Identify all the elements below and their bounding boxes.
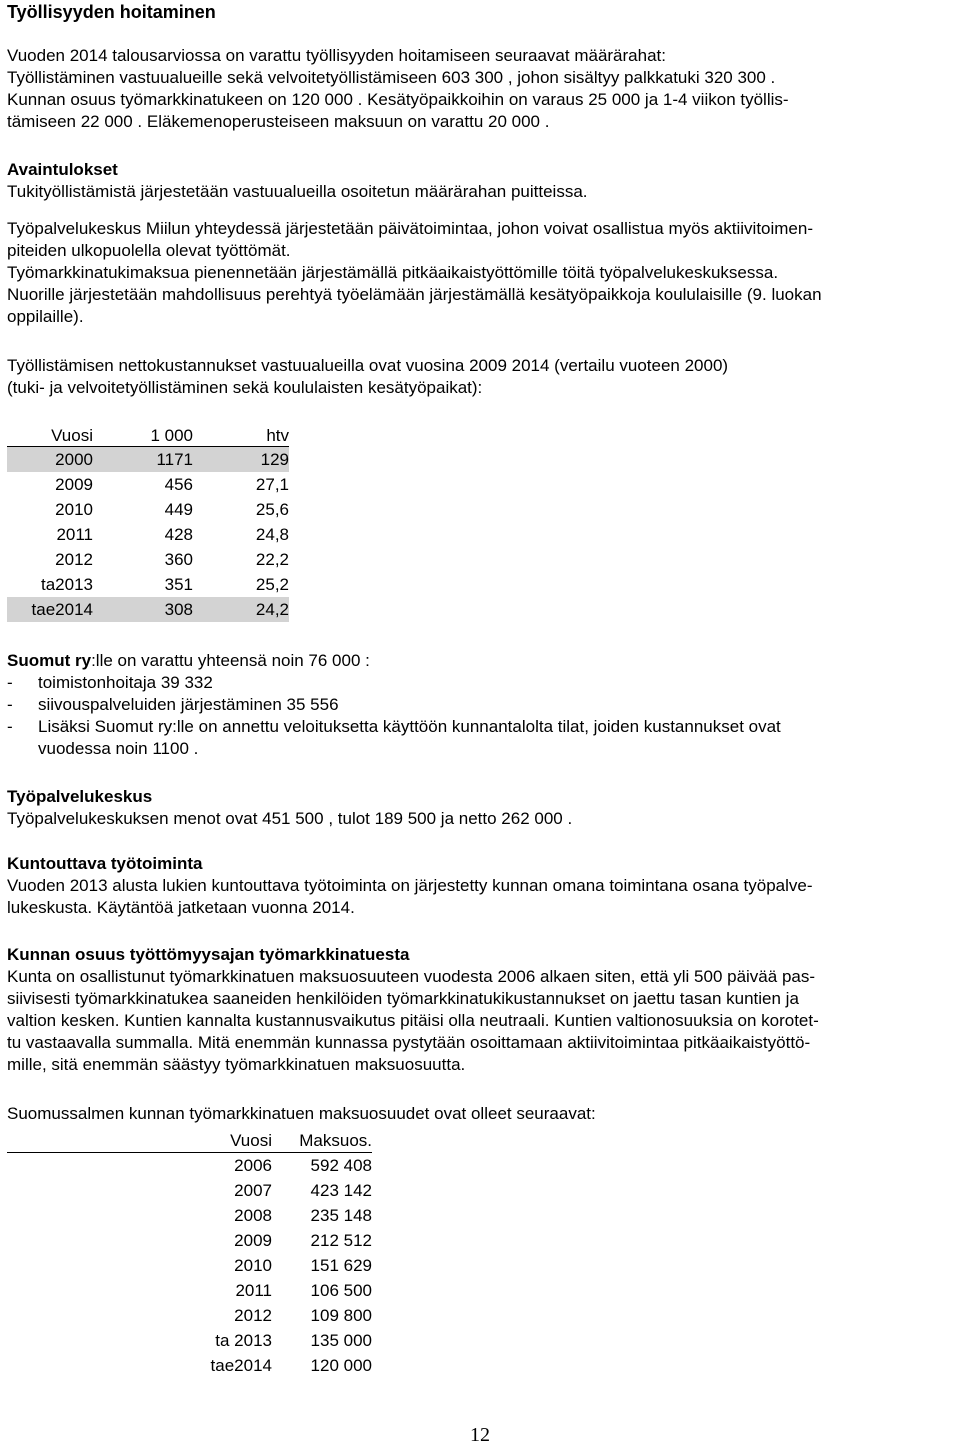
table-row (7, 1228, 372, 1253)
section-title: Kunnan osuus työttömyysajan työmarkkinatuesta (7, 945, 410, 964)
cell-htv: 25,6 (255, 499, 289, 519)
suomut-name: Suomut ry (7, 651, 92, 670)
suomut-intro-rest: :lle on varattu yhteensä noin 76 000 : (91, 651, 370, 670)
net-cost-line: Työllistämisen nettokustannukset vastuualueilla ovat vuosina 2009 2014 (vertailu vuoteen 2000) (7, 356, 729, 375)
kuntouttava-section (7, 853, 960, 919)
column-header-year: Vuosi (7, 1130, 272, 1153)
cell-htv: 24,2 (193, 597, 289, 622)
table-row (7, 1328, 372, 1353)
column-header-year: Vuosi (7, 426, 93, 447)
table-row (7, 1253, 372, 1278)
paragraph-line: Nuorille järjestetään mahdollisuus perehtyä työelämään järjestämällä kesätyöpaikkoja koululaisille (9. luokan (7, 285, 822, 304)
table-row (7, 447, 289, 473)
intro-line: Kunnan osuus työmarkkinatukeen on 120 000 . Kesätyöpaikkoihin on varaus 25 000 ja 1-4 viikon työllis- (7, 90, 789, 109)
employment-cost-table (7, 426, 289, 622)
cell-payment: 151 629 (310, 1255, 372, 1275)
net-cost-intro (7, 355, 960, 399)
net-cost-line: (tuki- ja velvoitetyöllistäminen sekä koululaisten kesätyöpaikat): (7, 378, 483, 397)
cell-payment: 235 148 (310, 1205, 372, 1225)
table-row (7, 1353, 372, 1378)
table-row (7, 497, 289, 522)
cell-payment: 109 800 (310, 1305, 372, 1325)
intro-line: tämiseen 22 000 . Eläkemenoperusteiseen maksuun on varattu 20 000 . (7, 112, 550, 131)
cell-year: tae2014 (7, 597, 93, 622)
page-title: Työllisyyden hoitaminen (7, 2, 216, 22)
cell-payment: 212 512 (310, 1230, 372, 1250)
page-number: 12 (470, 1424, 490, 1446)
cell-payment: 423 142 (310, 1180, 372, 1200)
intro-paragraph (7, 45, 960, 133)
cell-year: 2010 (55, 499, 93, 519)
paragraph-line: Työpalvelukeskus Miilun yhteydessä järjestetään päivätoimintaa, johon voivat osallistua myös aktiivitoimen- (7, 219, 814, 238)
table-row (7, 1178, 372, 1203)
cell-payment: 592 408 (310, 1155, 372, 1175)
table-row (7, 1153, 372, 1179)
section-text: mille, sitä enemmän säästyy työmarkkinatuen maksuosuutta. (7, 1055, 466, 1074)
cell-year: 2012 (234, 1305, 272, 1325)
intro-line: Vuoden 2014 talousarviossa on varattu työllisyyden hoitamiseen seuraavat määrärahat: (7, 46, 666, 65)
payments-intro: Suomussalmen kunnan työmarkkinatuen maksuosuudet ovat olleet seuraavat: (7, 1104, 596, 1123)
cell-amount: 1171 (93, 447, 193, 473)
list-item: - toimistonhoitaja 39 332 (7, 673, 213, 692)
cell-year: 2009 (234, 1230, 272, 1250)
section-title: Kuntouttava työtoiminta (7, 854, 203, 873)
section-text: lukeskusta. Käytäntöä jatketaan vuonna 2014. (7, 898, 355, 917)
table-row (7, 1303, 372, 1328)
cell-amount: 308 (93, 597, 193, 622)
column-header-payment: Maksuos. (272, 1130, 372, 1153)
column-header-amount: 1 000 (93, 426, 193, 447)
table-row (7, 522, 289, 547)
cell-payment: 135 000 (310, 1330, 372, 1350)
table-header-row (7, 1130, 372, 1153)
paragraph-line: oppilaille). (7, 307, 84, 326)
cell-htv: 27,1 (255, 474, 289, 494)
activity-paragraphs (7, 218, 960, 328)
paragraph-line: piteiden ulkopuolella olevat työttömät. (7, 241, 291, 260)
section-title: Työpalvelukeskus (7, 787, 153, 806)
table-row (7, 472, 289, 497)
key-results-section (7, 159, 960, 203)
key-results-text: Tukityöllistämistä järjestetään vastuualueilla osoitetun määrärahan puitteissa. (7, 182, 588, 201)
table-row (7, 547, 289, 572)
section-text: Työpalvelukeskuksen menot ovat 451 500 , tulot 189 500 ja netto 262 000 . (7, 809, 573, 828)
cell-htv: 22,2 (255, 549, 289, 569)
cell-amount: 449 (164, 499, 193, 519)
cell-year: 2000 (7, 447, 93, 473)
table-row (7, 1278, 372, 1303)
list-item: - siivouspalveluiden järjestäminen 35 556 (7, 695, 339, 714)
section-text: Vuoden 2013 alusta lukien kuntouttava työtoiminta on järjestetty kunnan omana toimintana osana työpalve- (7, 876, 813, 895)
cell-year: 2009 (55, 474, 93, 494)
cell-amount: 351 (164, 574, 193, 594)
suomut-section (7, 650, 960, 760)
table-row (7, 572, 289, 597)
cell-year: 2006 (234, 1155, 272, 1175)
kunnan-osuus-section (7, 944, 952, 1076)
tyopalvelukeskus-section (7, 786, 960, 830)
cell-amount: 428 (164, 524, 193, 544)
cell-year: 2010 (234, 1255, 272, 1275)
cell-year: ta 2013 (215, 1330, 272, 1350)
section-text: siivisesti työmarkkinatukea saaneiden henkilöiden työmarkkinatukikustannukset on jaettu tasan kuntien ja (7, 989, 799, 1008)
section-text: valtion kesken. Kuntien kannalta kustannusvaikutus pitäisi olla neutraali. Kuntien valtionosuuksia on korotet- (7, 1011, 819, 1030)
cell-year: ta2013 (41, 574, 93, 594)
cell-htv: 24,8 (255, 524, 289, 544)
table-row (7, 1203, 372, 1228)
cell-year: 2011 (235, 1280, 272, 1300)
cell-year: 2008 (234, 1205, 272, 1225)
section-text: tu vastaavalla summalla. Mitä enemmän kunnassa pystytään osoittamaan aktiivitoimintaa pitkäaikaistyöttö- (7, 1033, 811, 1052)
cell-htv: 25,2 (255, 574, 289, 594)
table-header-row (7, 426, 289, 447)
cell-amount: 456 (164, 474, 193, 494)
cell-htv: 129 (193, 447, 289, 473)
cell-year: tae2014 (210, 1355, 272, 1375)
payments-table (7, 1130, 372, 1378)
section-text: Kunta on osallistunut työmarkkinatuen maksuosuuteen vuodesta 2006 alkaen siten, että yli 500 päivää pas- (7, 967, 816, 986)
suomut-list (7, 672, 960, 760)
cell-payment: 106 500 (310, 1280, 372, 1300)
intro-line: Työllistäminen vastuualueille sekä velvoitetyöllistämiseen 603 300 , johon sisältyy palkkatuki 320 300 . (7, 68, 776, 87)
cell-year: 2011 (56, 524, 93, 544)
list-item: - Lisäksi Suomut ry:lle on annettu veloituksetta käyttöön kunnantalolta tilat, joiden kustannukset ovat vuodessa noin 1100 . (7, 717, 781, 758)
cell-year: 2012 (55, 549, 93, 569)
column-header-htv: htv (193, 426, 289, 447)
cell-year: 2007 (234, 1180, 272, 1200)
cell-payment: 120 000 (310, 1355, 372, 1375)
table-row (7, 597, 289, 622)
cell-amount: 360 (164, 549, 193, 569)
paragraph-line: Työmarkkinatukimaksua pienennetään järjestämällä pitkäaikaistyöttömille töitä työpalvelukeskuksessa. (7, 263, 779, 282)
key-results-title: Avaintulokset (7, 160, 118, 179)
suomut-intro (7, 650, 960, 672)
